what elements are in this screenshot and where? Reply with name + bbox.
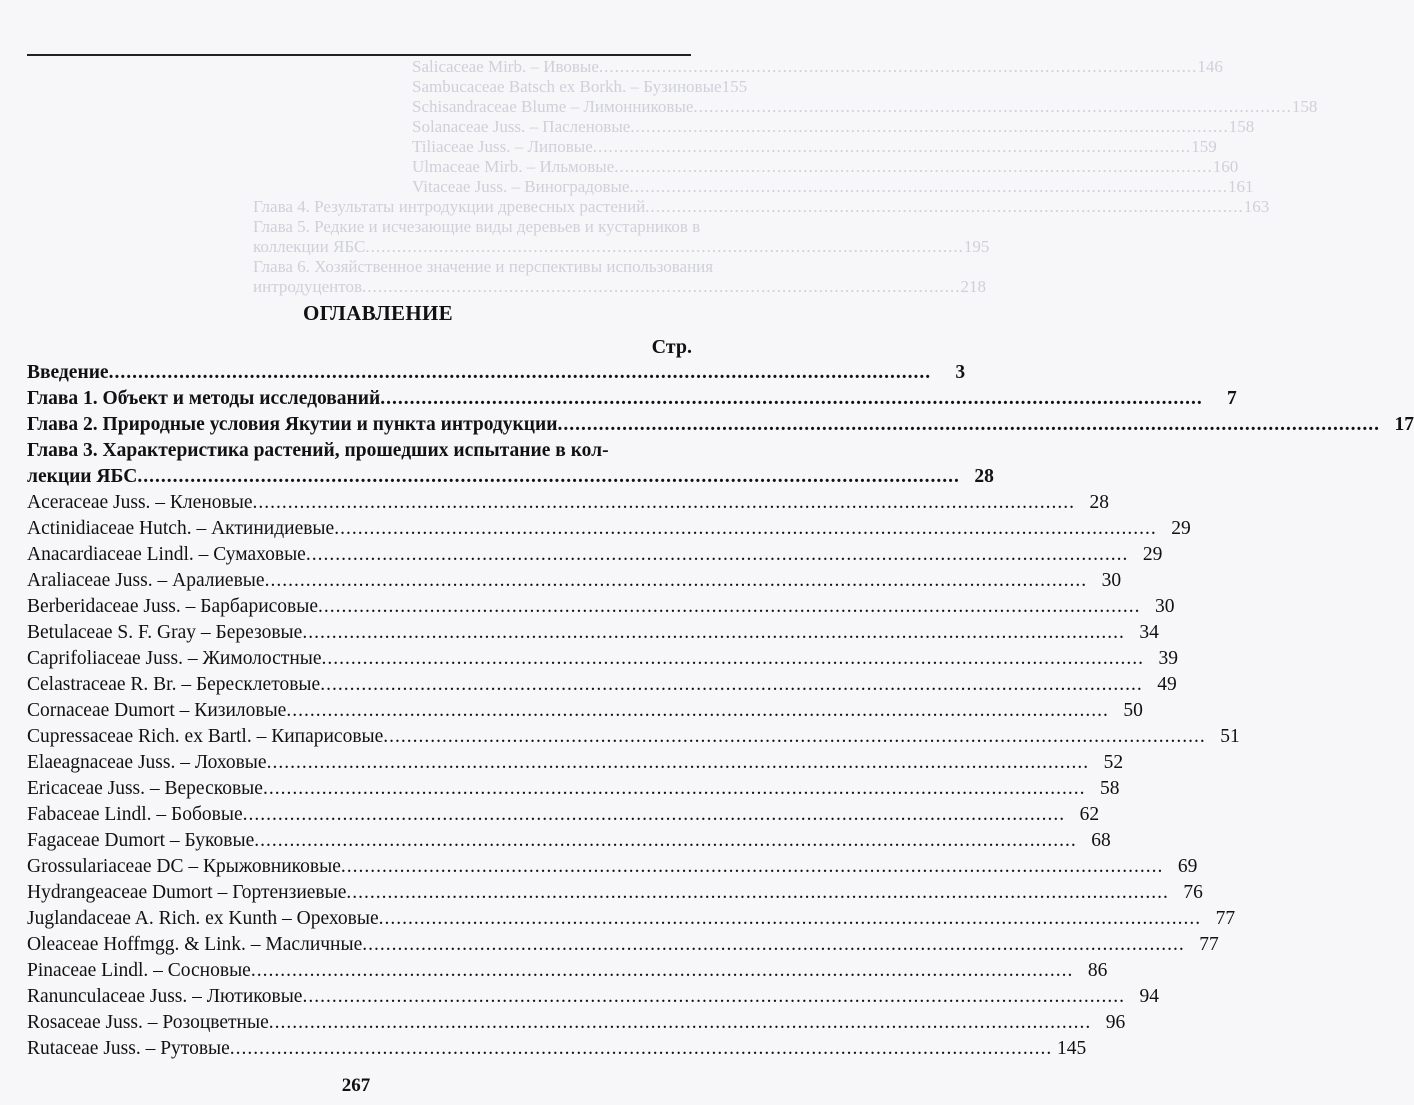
toc-entry <box>27 880 1203 906</box>
dot-leader <box>599 57 1198 77</box>
dot-leader <box>254 828 1077 854</box>
toc-entry-label: Fabaceae Lindl. – Бобовые <box>27 804 243 825</box>
dot-leader <box>346 880 1169 906</box>
bleed-line-page: 195 <box>963 237 990 256</box>
toc-entry <box>27 1036 1087 1062</box>
bleed-line <box>253 237 990 257</box>
bleed-through-text <box>0 57 1318 297</box>
toc-entry <box>27 984 1159 1010</box>
dot-leader <box>614 157 1213 177</box>
dot-leader <box>306 542 1129 568</box>
toc-entry <box>27 490 1109 516</box>
toc-entry-page: 50 <box>1123 700 1143 721</box>
toc-entry-label: Введение <box>27 362 109 383</box>
toc-entry-page: 29 <box>1171 518 1191 539</box>
toc-entry-page: 76 <box>1183 882 1203 903</box>
dot-leader <box>137 464 960 490</box>
bleed-line-page: 161 <box>1227 177 1254 196</box>
toc-entry <box>27 360 966 386</box>
toc-entry-label: Actinidiaceae Hutch. – Актинидиевые <box>27 518 335 539</box>
page-column-label: Стр. <box>651 336 692 358</box>
toc-entry-page: 69 <box>1177 856 1198 877</box>
dot-leader <box>318 594 1141 620</box>
dot-leader <box>693 97 1292 117</box>
toc-entry-page: 94 <box>1139 986 1159 1007</box>
toc-entry-label: Aceraceae Juss. – Кленовые <box>27 492 253 513</box>
dot-leader <box>263 776 1086 802</box>
bleed-line-page: 158 <box>1228 117 1255 136</box>
page-number: 267 <box>341 1075 371 1096</box>
toc-entry-label: Глава 2. Природные условия Якутии и пункта интродукции <box>27 414 558 435</box>
toc-entry-page: 77 <box>1199 934 1219 955</box>
toc-entry-label: Ericaceae Juss. – Вересковые <box>27 778 263 799</box>
toc-entry-label: Глава 1. Объект и методы исследований <box>27 388 381 409</box>
toc-entry <box>27 516 1191 542</box>
bleed-line-text: Глава 6. Хозяйственное значение и перспективы использования <box>253 257 714 276</box>
bleed-line <box>412 117 1255 137</box>
dot-leader <box>365 237 964 257</box>
dot-leader <box>243 802 1066 828</box>
toc-entry <box>27 594 1175 620</box>
toc-entry-label: Hydrangeaceae Dumort – Гортензиевые <box>27 882 347 903</box>
toc-entry <box>27 386 1237 412</box>
toc-entry-label: Caprifoliaceae Juss. – Жимолостные <box>27 648 322 669</box>
toc-entry <box>27 542 1163 568</box>
toc-entry-page: 34 <box>1139 622 1159 643</box>
toc-entry-label: Araliaceae Juss. – Аралиевые <box>27 570 265 591</box>
toc-entry-page: 68 <box>1091 830 1111 851</box>
toc-entry <box>27 750 1124 776</box>
dot-leader <box>630 117 1229 137</box>
bleed-line-text: Ulmaceae Mirb. – Ильмовые <box>412 157 615 176</box>
dot-leader <box>302 984 1125 1010</box>
dot-leader <box>320 672 1143 698</box>
toc-entry-label: Fagaceae Dumort – Буковые <box>27 830 255 851</box>
bleed-line <box>253 217 736 237</box>
header-rule <box>27 54 691 56</box>
bleed-line-text: Глава 4. Результаты интродукции древесных растений <box>253 197 646 216</box>
dot-leader <box>593 137 1192 157</box>
dot-leader <box>383 724 1206 750</box>
toc-entry-page: 29 <box>1142 544 1163 565</box>
toc-entry <box>27 828 1111 854</box>
toc-entry <box>27 698 1143 724</box>
toc-entry-page: 62 <box>1079 804 1100 825</box>
toc-entry-label: Rutaceae Juss. – Рутовые <box>27 1038 230 1059</box>
toc-entry-label: Berberidaceae Juss. – Барбарисовые <box>27 596 318 617</box>
toc-entry-page: 58 <box>1099 778 1120 799</box>
toc-entry-label: Anacardiaceae Lindl. – Сумаховые <box>27 544 306 565</box>
toc-entry <box>27 464 994 490</box>
toc-entry <box>27 438 692 464</box>
toc-entry-page: 49 <box>1157 674 1177 695</box>
bleed-line <box>412 97 1318 117</box>
toc-entry-label: Pinaceae Lindl. – Сосновые <box>27 960 251 981</box>
dot-leader <box>322 646 1145 672</box>
dot-leader <box>380 386 1203 412</box>
dot-leader <box>230 1036 1053 1062</box>
bleed-line <box>412 57 1223 77</box>
toc-entry <box>27 854 1198 880</box>
bleed-line <box>412 77 748 97</box>
toc-entry-page: 145 <box>1057 1038 1087 1059</box>
toc-entry-page: 96 <box>1105 1012 1126 1033</box>
toc-entry <box>27 802 1100 828</box>
bleed-line-page: 160 <box>1212 157 1239 176</box>
toc-entry-label: Oleaceae Hoffmgg. & Link. – Масличные <box>27 934 363 955</box>
toc-entry-label: Juglandaceae A. Rich. ex Kunth – Ореховые <box>27 908 379 929</box>
toc-entry-page: 17 <box>1394 414 1414 435</box>
toc-entry-page: 86 <box>1087 960 1108 981</box>
toc-entry <box>27 776 1120 802</box>
dot-leader <box>629 177 1228 197</box>
dot-leader <box>334 516 1157 542</box>
toc-entry-page: 28 <box>1089 492 1109 513</box>
toc-entry <box>27 568 1122 594</box>
toc-entry <box>27 958 1108 984</box>
toc-entry-page: 30 <box>1155 596 1175 617</box>
dot-leader <box>558 412 1381 438</box>
bleed-line-text: интродуцентов <box>253 277 362 296</box>
dot-leader <box>269 1010 1092 1036</box>
dot-leader <box>265 568 1088 594</box>
bleed-line-text: Solanaceae Juss. – Пасленовые <box>412 117 631 136</box>
bleed-line-text: Sambucaceae Batsch ex Borkh. – Бузиновые <box>412 77 722 96</box>
toc-entry-page: 39 <box>1158 648 1179 669</box>
dot-leader <box>379 906 1202 932</box>
toc-entry <box>27 1010 1126 1036</box>
bleed-line <box>412 157 1239 177</box>
dot-leader <box>362 277 961 297</box>
toc-entry-label: Elaeagnaceae Juss. – Лоховые <box>27 752 267 773</box>
toc-entry <box>27 620 1159 646</box>
bleed-line-text: Salicaceae Mirb. – Ивовые <box>412 57 599 76</box>
bleed-line-page: 159 <box>1191 137 1217 156</box>
toc-entry-label: Grossulariaceae DC – Крыжовниковые <box>27 856 341 877</box>
toc-entry-label: Глава 3. Характеристика растений, прошедших испытание в кол- <box>27 440 609 461</box>
bleed-line-page: 146 <box>1197 57 1223 76</box>
bleed-line-page: 158 <box>1291 97 1318 116</box>
toc-entry-label: лекции ЯБС <box>27 466 138 487</box>
bleed-line <box>253 257 736 277</box>
toc-entry-label: Ranunculaceae Juss. – Лютиковые <box>27 986 303 1007</box>
bleed-line-page: 155 <box>721 77 748 96</box>
toc-entry-page: 51 <box>1220 726 1240 747</box>
bleed-line <box>412 177 1254 197</box>
toc-entry <box>27 932 1219 958</box>
toc-entry-label: Cupressaceae Rich. ex Bartl. – Кипарисовые <box>27 726 384 747</box>
bleed-line-page: 163 <box>1243 197 1270 216</box>
toc-entry <box>27 646 1179 672</box>
table-of-contents <box>27 360 1414 1062</box>
dot-leader <box>362 932 1185 958</box>
bleed-line <box>253 277 986 297</box>
dot-leader <box>267 750 1090 776</box>
toc-entry-page: 77 <box>1215 908 1236 929</box>
bleed-line-text: Глава 5. Редкие и исчезающие виды деревьев и кустарников в <box>253 217 701 236</box>
bleed-line <box>253 197 1270 217</box>
toc-entry-label: Cornaceae Dumort – Кизиловые <box>27 700 287 721</box>
toc-entry-page: 28 <box>974 466 994 487</box>
dot-leader <box>251 958 1074 984</box>
toc-entry-label: Celastraceae R. Br. – Бересклетовые <box>27 674 321 695</box>
dot-leader <box>302 620 1125 646</box>
bleed-line-text: Schisandraceae Blume – Лимонниковые <box>412 97 694 116</box>
toc-entry-label: Rosaceae Juss. – Розоцветные <box>27 1012 269 1033</box>
page-title: ОГЛАВЛЕНИЕ <box>303 301 453 325</box>
toc-entry <box>27 672 1177 698</box>
bleed-line-text: Vitaceae Juss. – Виноградовые <box>412 177 630 196</box>
bleed-line-page: 218 <box>960 277 986 296</box>
bleed-line-text: Tiliaceae Juss. – Липовые <box>412 137 593 156</box>
toc-entry-page: 3 <box>955 362 966 383</box>
toc-entry <box>27 724 1240 750</box>
dot-leader <box>252 490 1075 516</box>
dot-leader <box>341 854 1164 880</box>
toc-entry-page: 52 <box>1103 752 1124 773</box>
toc-entry <box>27 906 1236 932</box>
toc-entry-label: Betulaceae S. F. Gray – Березовые <box>27 622 303 643</box>
toc-entry-page: 30 <box>1101 570 1122 591</box>
bleed-line <box>412 137 1217 157</box>
dot-leader <box>645 197 1244 217</box>
toc-entry-page: 7 <box>1226 388 1237 409</box>
dot-leader <box>286 698 1109 724</box>
bleed-line-text: коллекции ЯБС <box>253 237 366 256</box>
toc-entry <box>27 412 1414 438</box>
dot-leader <box>109 360 932 386</box>
